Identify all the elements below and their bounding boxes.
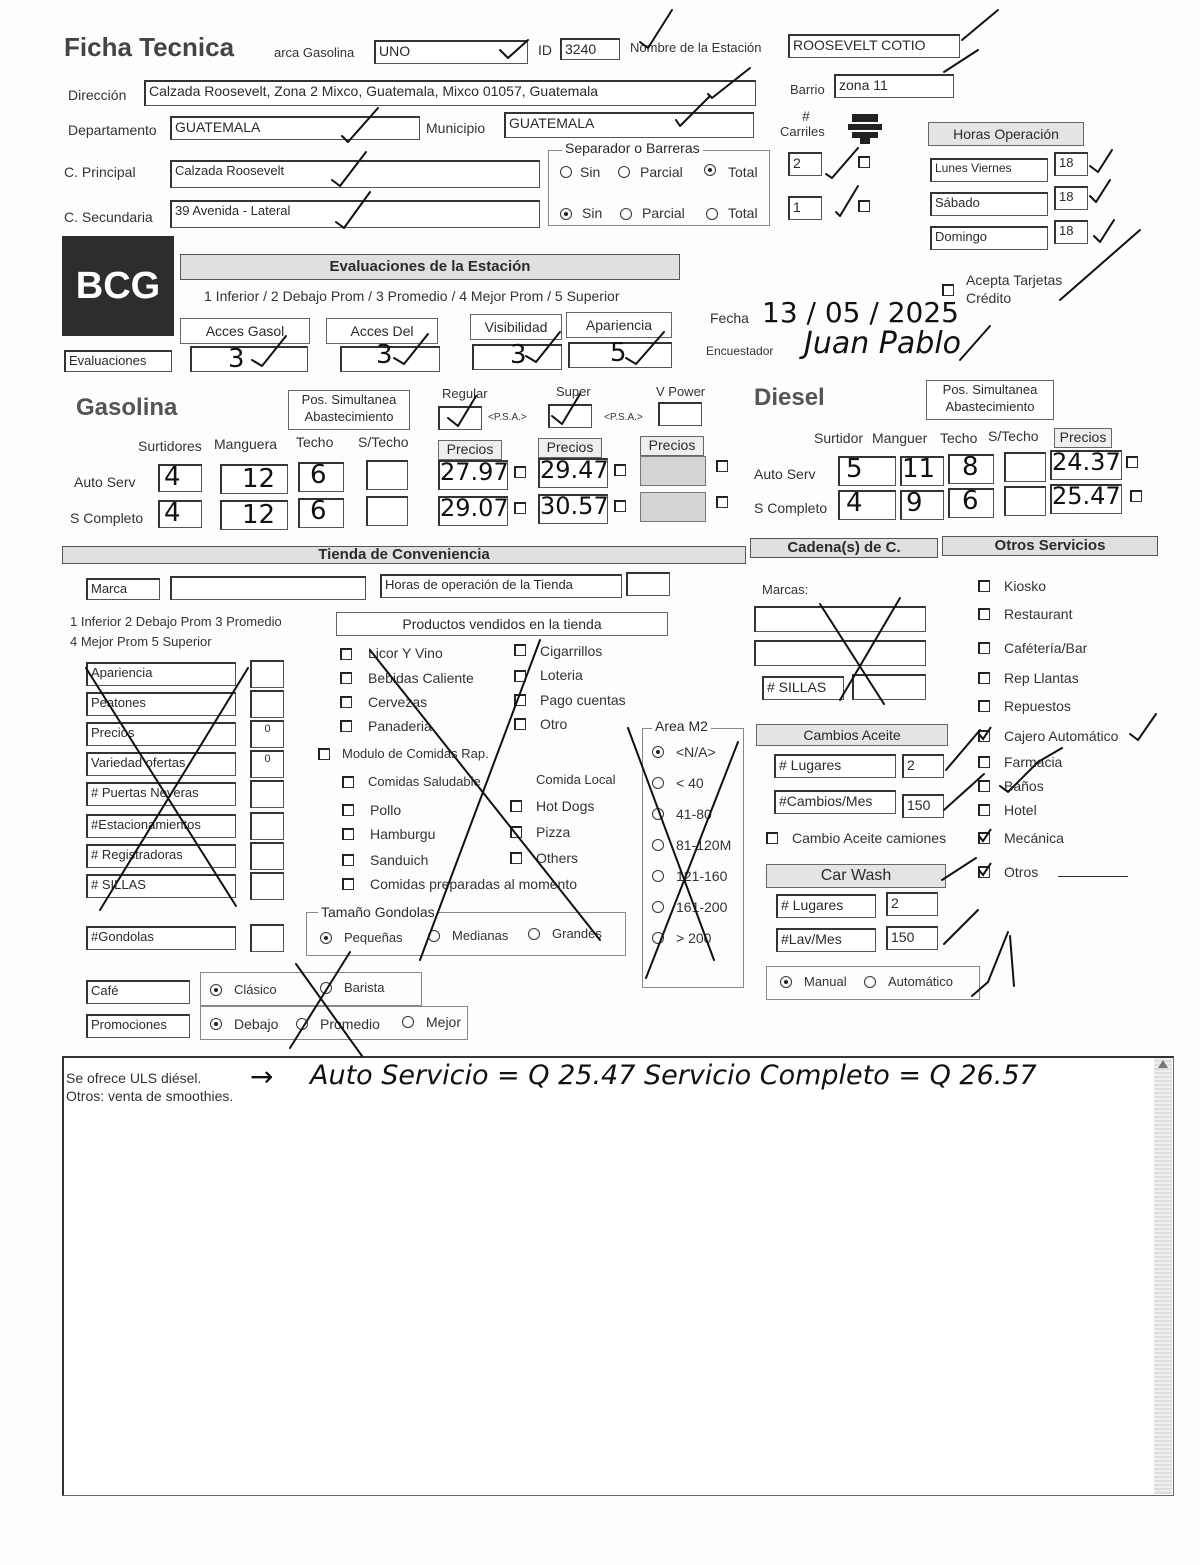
tienda-scale-2: 4 Mejor Prom 5 Superior xyxy=(70,634,212,649)
rating-label: Precios xyxy=(86,722,236,746)
diesel-completo-surtidor-value: 4 xyxy=(846,488,863,518)
eval-apariencia-value: 5 xyxy=(610,338,627,368)
gas-completo-surtidores-value: 4 xyxy=(164,498,181,528)
otros-label: Farmacia xyxy=(1004,754,1063,770)
eval-acces-del-value: 3 xyxy=(376,340,393,370)
comidas-preparadas-label: Comidas preparadas al momento xyxy=(370,876,577,892)
cross-icon xyxy=(370,640,603,960)
evaluaciones-scale: 1 Inferior / 2 Debajo Prom / 3 Promedio / 4 Mejor Prom / 5 Superior xyxy=(204,288,620,304)
carwash-lugares-field[interactable]: 2 xyxy=(886,892,938,916)
barrio-label: Barrio xyxy=(790,82,825,97)
otros-label: Rep Llantas xyxy=(1004,670,1079,686)
rating-field[interactable]: 0 xyxy=(250,720,284,748)
rating-bracket xyxy=(1010,936,1014,986)
municipio-field[interactable]: GUATEMALA xyxy=(504,112,754,138)
rating-label: #Gondolas xyxy=(86,926,236,950)
carriles-field-2[interactable]: 1 xyxy=(788,196,822,220)
gas-completo-super-value: 30.57 xyxy=(540,492,609,520)
otros-label: Mecánica xyxy=(1004,830,1064,846)
lunes-field[interactable]: 18 xyxy=(1054,152,1088,176)
horas-title: Horas Operación xyxy=(928,122,1084,146)
diesel-auto-precio-value: 24.37 xyxy=(1052,448,1121,476)
secundaria-label: C. Secundaria xyxy=(64,209,153,225)
rating-label: Variedad ofertas xyxy=(86,752,236,776)
diesel-pos-line1: Pos. Simultanea xyxy=(942,382,1038,397)
food-hamburgu-label: Hamburgu xyxy=(370,826,436,842)
diesel-col-manguer: Manguer xyxy=(872,430,928,446)
departamento-label: Departamento xyxy=(68,122,157,138)
gond-med-label: Medianas xyxy=(452,928,509,943)
departamento-field[interactable]: GUATEMALA xyxy=(170,116,420,140)
carwash-title: Car Wash xyxy=(766,864,946,888)
sep1-sin-label: Sin xyxy=(580,164,601,180)
check-icon xyxy=(1094,220,1114,242)
cafe-barista-label: Barista xyxy=(344,980,385,995)
evaluaciones-row-label: Evaluaciones xyxy=(64,350,172,372)
cross-icon xyxy=(820,598,900,704)
eval-visibilidad-value: 3 xyxy=(510,340,527,370)
tienda-marca-label: Marca xyxy=(86,578,160,600)
diesel-completo-techo-value: 6 xyxy=(962,486,979,516)
gas-auto-label: Auto Serv xyxy=(74,474,136,490)
otros-label: Baños xyxy=(1004,778,1044,794)
eval-acces-gasol-value: 3 xyxy=(228,344,245,374)
area-option-label: 41-80 xyxy=(676,806,712,822)
check-icon xyxy=(626,332,664,364)
apariencia-header: Apariencia xyxy=(566,312,672,338)
prod-otro-label: Otro xyxy=(540,716,568,732)
diesel-col-precios: Precios xyxy=(1054,428,1112,448)
id-label: ID xyxy=(538,42,552,58)
gas-auto-techo-value: 6 xyxy=(310,460,327,490)
cadena-section-title: Cadena(s) de C. xyxy=(750,538,938,558)
domingo-field[interactable]: 18 xyxy=(1054,220,1088,244)
check-icon xyxy=(972,932,1008,996)
aceite-cambios-field[interactable]: 150 xyxy=(902,794,944,818)
rating-field[interactable]: 0 xyxy=(250,750,284,778)
carriles-hash: # xyxy=(802,108,810,124)
super-label: Super xyxy=(556,384,591,399)
gas-completo-manguera-value: 12 xyxy=(242,500,276,530)
promo-mejor-label: Mejor xyxy=(426,1014,462,1030)
otros-label: Otros xyxy=(1004,864,1039,880)
sep2-parcial-label: Parcial xyxy=(642,205,685,221)
carwash-manual-label: Manual xyxy=(804,974,847,989)
encuestador-label: Encuestador xyxy=(706,344,774,358)
gas-completo-label: S Completo xyxy=(70,510,144,526)
sep2-total-label: Total xyxy=(728,205,758,221)
fecha-value: 13 / 05 / 2025 xyxy=(762,296,959,329)
gas-col-techo: Techo xyxy=(296,434,334,450)
promo-debajo-label: Debajo xyxy=(234,1016,279,1032)
form-title: Ficha Tecnica xyxy=(64,32,235,62)
sabado-field[interactable]: 18 xyxy=(1054,186,1088,210)
prod-bebidas-label: Bebidas Caliente xyxy=(368,670,474,686)
gas-col-precios-super: Precios xyxy=(538,438,602,458)
otros-label: Cafétería/Bar xyxy=(1004,640,1088,656)
prod-pago-label: Pago cuentas xyxy=(540,692,626,708)
cross-icon xyxy=(86,668,248,910)
acepta-credito-label: Crédito xyxy=(966,290,1012,306)
super-psa: <P.S.A.> xyxy=(604,412,643,423)
aceite-title: Cambios Aceite xyxy=(756,724,948,746)
promociones-label: Promociones xyxy=(86,1014,190,1038)
check-icon xyxy=(526,332,560,362)
gas-col-precios-vpower: Precios xyxy=(640,436,704,456)
prod-cervezas-label: Cervezas xyxy=(368,694,428,710)
carwash-lav-label: #Lav/Mes xyxy=(776,928,876,952)
principal-label: C. Principal xyxy=(64,164,136,180)
area-option-label: 161-200 xyxy=(676,899,728,915)
check-icon xyxy=(1090,180,1110,202)
otros-label: Cajero Automático xyxy=(1004,728,1119,744)
direccion-label: Dirección xyxy=(68,87,127,103)
otros-label: Hotel xyxy=(1004,802,1037,818)
gond-peq-label: Pequeñas xyxy=(344,930,403,945)
check-icon xyxy=(336,192,370,228)
rating-label: Apariencia xyxy=(86,662,236,686)
gas-auto-super-value: 29.47 xyxy=(540,456,609,484)
otros-label: Restaurant xyxy=(1004,606,1073,622)
separador-title: Separador o Barreras xyxy=(562,140,703,156)
check-icon xyxy=(946,730,980,770)
otros-section-title: Otros Servicios xyxy=(942,536,1158,556)
check-icon xyxy=(1130,714,1156,740)
sep1-total-label: Total xyxy=(728,164,758,180)
acepta-tarjetas-label: Acepta Tarjetas xyxy=(966,272,1063,288)
direccion-field[interactable]: Calzada Roosevelt, Zona 2 Mixco, Guatemala, Mixco 01057, Guatemala xyxy=(144,80,756,106)
area-option-label: 81-120M xyxy=(676,837,732,853)
otros-label: Repuestos xyxy=(1004,698,1071,714)
id-field[interactable]: 3240 xyxy=(560,38,620,60)
rating-label: # Puertas Neveras xyxy=(86,782,236,806)
acces-del-header: Acces Del xyxy=(326,318,438,344)
diesel-col-techo: Techo xyxy=(940,430,978,446)
comments-line-1: Se ofrece ULS diésel. xyxy=(66,1070,202,1086)
gas-auto-surtidores-value: 4 xyxy=(164,462,181,492)
check-icon xyxy=(962,10,998,40)
gas-pos-line1: Pos. Simultanea xyxy=(301,392,397,407)
check-icon xyxy=(640,10,672,48)
check-icon xyxy=(552,394,580,424)
marca-label: arca Gasolina xyxy=(274,45,355,60)
regular-psa: <P.S.A.> xyxy=(488,412,527,423)
diesel-col-surtidor: Surtidor xyxy=(814,430,864,446)
gas-col-surtidores: Surtidores xyxy=(138,438,202,454)
cross-icon xyxy=(290,952,362,1056)
productos-title: Productos vendidos en la tienda xyxy=(336,612,668,636)
diesel-auto-surtidor-value: 5 xyxy=(846,454,863,484)
gasolina-title: Gasolina xyxy=(76,394,178,421)
check-icon xyxy=(1000,748,1062,792)
domingo-label: Domingo xyxy=(930,226,1048,250)
fecha-label: Fecha xyxy=(710,310,749,326)
tienda-section-title: Tienda de Conveniencia xyxy=(62,546,746,564)
food-hotdogs-label: Hot Dogs xyxy=(536,798,595,814)
prod-licor-label: Licor Y Vino xyxy=(368,645,443,661)
gas-col-precios-regular: Precios xyxy=(438,440,502,460)
diesel-auto-techo-value: 8 xyxy=(962,452,979,482)
check-icon xyxy=(944,50,978,72)
promo-promedio-label: Promedio xyxy=(320,1016,380,1032)
aceite-lugares-label: # Lugares xyxy=(774,754,896,778)
check-icon xyxy=(708,68,750,98)
check-icon xyxy=(826,148,858,178)
bcg-logo: BCG xyxy=(62,236,174,336)
aceite-cambios-label: #Cambios/Mes xyxy=(774,790,896,814)
gas-auto-regular-value: 27.97 xyxy=(440,458,509,486)
diesel-completo-precio-value: 25.47 xyxy=(1052,482,1121,510)
gondolas-title: Tamaño Gondolas xyxy=(318,904,438,920)
check-icon xyxy=(944,774,984,810)
diesel-title: Diesel xyxy=(754,384,825,411)
comida-local-label: Comida Local xyxy=(536,772,616,787)
area-option-label: <N/A> xyxy=(676,744,716,760)
area-option-label: < 40 xyxy=(676,775,704,791)
diesel-completo-label: S Completo xyxy=(754,500,828,516)
gas-completo-techo-value: 6 xyxy=(310,496,327,526)
prod-cigarrillos-label: Cigarrillos xyxy=(540,643,603,659)
gas-completo-regular-value: 29.07 xyxy=(440,494,509,522)
check-icon xyxy=(960,326,990,360)
check-icon xyxy=(394,334,428,364)
check-icon xyxy=(448,396,476,426)
food-sanduich-label: Sanduich xyxy=(370,852,429,868)
tienda-horas-label: Horas de operación de la Tienda xyxy=(380,574,622,598)
secundaria-field[interactable]: 39 Avenida - Lateral xyxy=(170,200,540,228)
check-icon xyxy=(332,152,366,186)
encuestador-value: Juan Pablo xyxy=(804,326,962,361)
check-icon xyxy=(676,96,710,126)
check-icon xyxy=(252,336,286,366)
otros-label: Kiosko xyxy=(1004,578,1047,594)
diesel-auto-label: Auto Serv xyxy=(754,466,816,482)
diesel-completo-manguera-value: 9 xyxy=(906,488,923,518)
comments-arrow-icon: → xyxy=(250,1060,274,1093)
sabado-label: Sábado xyxy=(930,192,1048,216)
cafe-label: Café xyxy=(86,980,190,1004)
diesel-col-stecho: S/Techo xyxy=(988,428,1039,444)
check-icon xyxy=(342,108,378,142)
gas-auto-manguera-value: 12 xyxy=(242,464,276,494)
comidas-saludables-label: Comidas Saludable xyxy=(368,774,481,789)
gas-pos-line2: Abastecimiento xyxy=(304,409,394,424)
prod-loteria-label: Loteria xyxy=(540,667,583,683)
food-pollo-label: Pollo xyxy=(370,802,402,818)
prod-panaderia-label: Panaderia xyxy=(368,718,432,734)
lunes-label: Lunes Viernes xyxy=(930,158,1048,182)
tienda-scale-1: 1 Inferior 2 Debajo Prom 3 Promedio xyxy=(70,614,282,629)
food-pizza-label: Pizza xyxy=(536,824,571,840)
gond-gra-label: Grandes xyxy=(552,926,602,941)
regular-label: Regular xyxy=(442,386,488,401)
comments-handwritten: Auto Servicio = Q 25.47 Servicio Completo = Q 26.57 xyxy=(310,1060,1037,1091)
carriles-label: Carriles xyxy=(780,124,825,139)
rating-label: # SILLAS xyxy=(86,874,236,898)
sep2-sin-label: Sin xyxy=(582,205,603,221)
gas-col-stecho: S/Techo xyxy=(358,434,409,450)
rating-label: Peatones xyxy=(86,692,236,716)
area-option-label: 121-160 xyxy=(676,868,728,884)
aceite-camiones-label: Cambio Aceite camiones xyxy=(792,830,947,846)
carwash-lugares-label: # Lugares xyxy=(776,894,876,918)
acces-gasol-header: Acces Gasol xyxy=(180,318,310,344)
carwash-auto-label: Automático xyxy=(888,974,954,989)
carriles-field-1[interactable]: 2 xyxy=(788,152,822,176)
cafe-clasico-label: Clásico xyxy=(234,982,277,997)
rating-label: #Estacionamientos xyxy=(86,814,236,838)
comments-line-2: Otros: venta de smoothies. xyxy=(66,1088,234,1104)
area-title: Area M2 xyxy=(652,718,711,734)
nombre-label: Nombre de la Estación xyxy=(630,40,762,55)
barrio-field[interactable]: zona 11 xyxy=(834,74,954,98)
cross-icon xyxy=(628,728,738,978)
municipio-label: Municipio xyxy=(426,120,486,136)
check-icon xyxy=(500,40,528,58)
check-icon xyxy=(1090,150,1112,172)
cadena-sillas-label: # SILLAS xyxy=(762,676,844,700)
evaluaciones-title: Evaluaciones de la Estación xyxy=(180,254,680,280)
marca-field[interactable]: UNO xyxy=(374,40,528,64)
aceite-lugares-field[interactable]: 2 xyxy=(902,754,944,778)
principal-field[interactable]: Calzada Roosevelt xyxy=(170,160,540,188)
sep1-parcial-label: Parcial xyxy=(640,164,683,180)
check-icon xyxy=(942,858,976,880)
visibilidad-header: Visibilidad xyxy=(470,314,562,340)
check-icon xyxy=(836,186,858,216)
carwash-lav-field[interactable]: 150 xyxy=(886,926,938,950)
modulo-label: Modulo de Comidas Rap. xyxy=(342,746,489,761)
diesel-pos-line2: Abastecimiento xyxy=(945,399,1035,414)
nombre-field[interactable]: ROOSEVELT COTIO xyxy=(788,34,960,58)
gas-col-manguera: Manguera xyxy=(214,436,278,452)
food-others-label: Others xyxy=(536,850,579,866)
vpower-label: V Power xyxy=(656,384,706,399)
check-icon xyxy=(944,910,978,944)
cadena-marcas-label: Marcas: xyxy=(762,582,809,597)
rating-label: # Registradoras xyxy=(86,844,236,868)
diesel-auto-manguera-value: 11 xyxy=(902,454,936,484)
area-option-label: > 200 xyxy=(676,930,712,946)
